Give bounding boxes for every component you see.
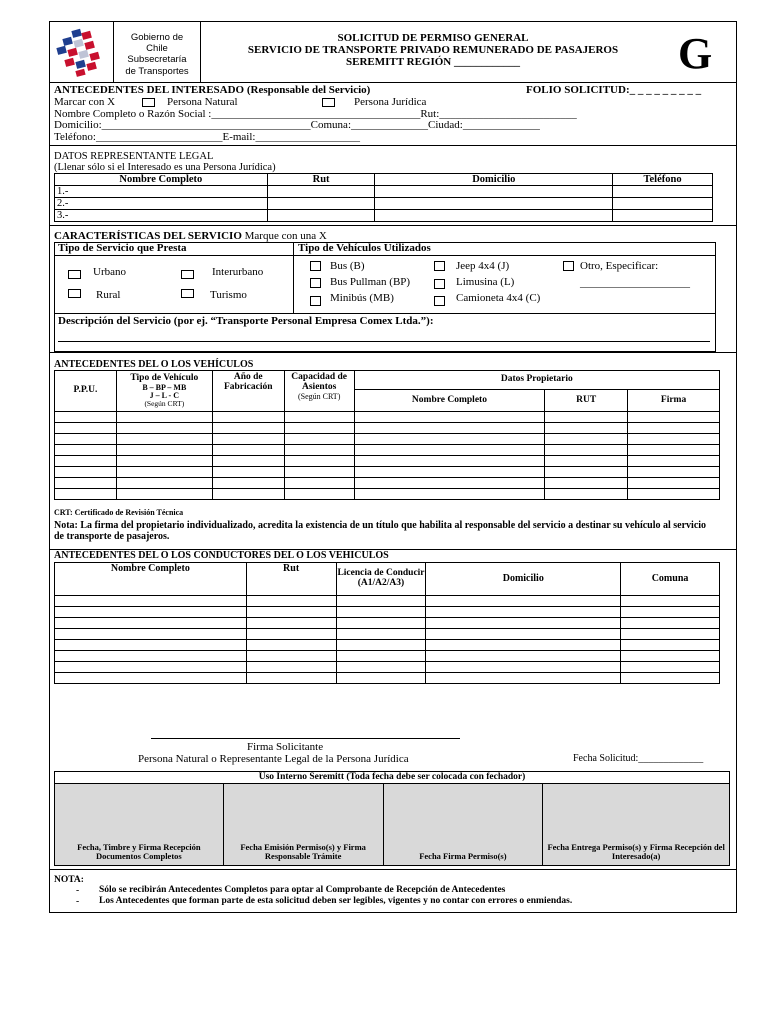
firma-solicitante-label: Firma Solicitante [247, 741, 324, 753]
table-row[interactable] [55, 423, 720, 434]
col-conductor-domicilio: Domicilio [426, 563, 621, 596]
col-ppu: P.P.U. [55, 371, 117, 412]
nota-heading: NOTA: [54, 875, 84, 885]
rural-checkbox[interactable] [68, 289, 81, 298]
tipo-vehiculos-label: Tipo de Vehículos Utilizados [298, 242, 431, 254]
marcar-label: Marcar con X [54, 96, 116, 108]
persona-natural-checkbox[interactable] [142, 98, 155, 107]
turismo-checkbox[interactable] [181, 289, 194, 298]
otro-label: Otro, Especificar: [580, 260, 659, 272]
table-row[interactable]: 2.- [55, 198, 268, 210]
table-row[interactable] [55, 489, 720, 500]
persona-natural-label: Persona Natural [167, 96, 238, 108]
government-logo-icon [54, 28, 110, 78]
servicio-header-divider [54, 255, 716, 256]
nota-item: Los Antecedentes que forman parte de esta solicitud deben ser legibles, vigentes y no contar con errores o enmiendas. [99, 896, 573, 906]
capacidad-sub: (Según CRT) [297, 391, 341, 401]
table-row[interactable] [55, 456, 720, 467]
form-subtitle: SERVICIO DE TRANSPORTE PRIVADO REMUNERADO DE PASAJEROS [247, 44, 619, 56]
rural-label: Rural [96, 289, 121, 301]
vehiculos-heading: ANTECEDENTES DEL O LOS VEHÍCULOS [54, 359, 254, 370]
conductores-table [54, 562, 720, 684]
servicio-heading-wrap [54, 231, 327, 242]
table-row[interactable]: 3.- [55, 210, 268, 222]
col-datos-propietario: Datos Propietario [354, 371, 719, 390]
table-cell[interactable] [613, 198, 713, 210]
servicio-desc-divider [54, 313, 716, 314]
urbano-label: Urbano [93, 266, 126, 278]
col-prop-firma: Firma [628, 390, 720, 412]
descripcion-line[interactable] [58, 341, 710, 342]
logo-text-line: Gobierno de [130, 32, 184, 43]
urbano-checkbox[interactable] [68, 270, 81, 279]
table-row[interactable] [55, 618, 720, 629]
persona-representante-label: Persona Natural o Representante Legal de la Persona Jurídica [138, 753, 409, 765]
descripcion-label: Descripción del Servicio (por ej. “Transporte Personal Empresa Comex Ltda.”): [58, 315, 434, 327]
camioneta-checkbox[interactable] [434, 296, 445, 306]
tipo-vehiculo-label: Tipo de Vehículo [130, 372, 199, 383]
propietario-nota: Nota: La firma del propietario individualizado, acredita la existencia de un título que habilita al responsable del servicio a destinar su vehículo al servicio de transporte de pasajeros. [54, 520, 707, 542]
col-prop-nombre: Nombre Completo [354, 390, 545, 412]
uso-interno-heading: Uso Interno Seremitt (Toda fecha debe ser colocada con fechador) [55, 772, 730, 784]
nota-bullet: - [76, 886, 80, 896]
bus-pullman-checkbox[interactable] [310, 278, 321, 288]
minibus-label: Minibús (MB) [330, 292, 394, 304]
section-divider [49, 869, 737, 870]
representante-note: (Llenar sólo si el Interesado es una Persona Jurídica) [54, 162, 276, 173]
form-region: SEREMITT REGIÓN ____________ [346, 56, 520, 68]
tipo-vehiculo-sub: B – BP – MB [142, 382, 187, 392]
conductores-heading: ANTECEDENTES DEL O LOS CONDUCTORES DEL O LOS VEHICULOS [54, 550, 389, 561]
fecha-solicitud-field[interactable]: Fecha Solicitud:_____________ [573, 753, 704, 764]
table-cell[interactable] [267, 210, 375, 222]
col-prop-rut: RUT [545, 390, 628, 412]
entrega-permiso-cell: Fecha Entrega Permiso(s) y Firma Recepción del Interesado(a) [543, 784, 730, 866]
otro-checkbox[interactable] [563, 261, 574, 271]
domicilio-field[interactable]: Domicilio:______________________________________Comuna:______________Ciudad:______________ [54, 119, 540, 131]
folio-field[interactable]: FOLIO SOLICITUD:_ _ _ _ _ _ _ _ _ [526, 84, 702, 96]
col-tipo-vehiculo [116, 371, 212, 412]
table-row[interactable] [55, 673, 720, 684]
minibus-checkbox[interactable] [310, 296, 321, 306]
bus-label: Bus (B) [330, 260, 365, 272]
col-telefono: Teléfono [613, 174, 713, 186]
table-cell[interactable] [375, 210, 613, 222]
representante-table [54, 173, 713, 222]
table-row[interactable] [55, 412, 720, 423]
firma-line[interactable] [151, 738, 460, 739]
table-row[interactable] [55, 662, 720, 673]
firma-permiso-cell: Fecha Firma Permiso(s) [383, 784, 543, 866]
section-divider [49, 225, 737, 226]
interurbano-label: Interurbano [212, 266, 264, 278]
section-divider [49, 145, 737, 146]
col-rut: Rut [267, 174, 375, 186]
table-row[interactable] [55, 596, 720, 607]
col-conductor-licencia: Licencia de Conducir (A1/A2/A3) [336, 563, 426, 596]
nota-bullet: - [76, 897, 80, 907]
table-row[interactable] [55, 607, 720, 618]
table-row[interactable] [55, 467, 720, 478]
camioneta-label: Camioneta 4x4 (C) [456, 292, 541, 304]
logo-text-line: de Transportes [125, 66, 189, 77]
col-anio: Año de Fabricación [212, 371, 284, 412]
vehiculos-table [54, 370, 720, 500]
col-nombre: Nombre Completo [55, 174, 268, 186]
col-conductor-comuna: Comuna [621, 563, 720, 596]
table-row[interactable] [55, 651, 720, 662]
representante-heading: DATOS REPRESENTANTE LEGAL [54, 151, 214, 162]
section-divider [49, 352, 737, 353]
nota-item: Sólo se recibirán Antecedentes Completos para optar al Comprobante de Recepción de Antecedentes [99, 885, 506, 895]
table-cell[interactable] [267, 186, 375, 198]
telefono-email-field[interactable]: Teléfono:_______________________E-mail:___________________ [54, 131, 360, 143]
capacidad-label: Capacidad de Asientos [291, 372, 347, 392]
bus-checkbox[interactable] [310, 261, 321, 271]
logo-text-line: Chile [146, 43, 168, 54]
servicio-col-divider [293, 242, 294, 313]
recepcion-documentos-cell: Fecha, Timbre y Firma Recepción Documentos Completos [55, 784, 224, 866]
table-cell[interactable] [613, 186, 713, 198]
table-row[interactable] [55, 629, 720, 640]
col-conductor-rut: Rut [246, 563, 336, 596]
limusina-label: Limusina (L) [456, 276, 515, 288]
table-row[interactable] [55, 445, 720, 456]
tipo-vehiculo-sub: (Según CRT) [144, 399, 185, 409]
table-row[interactable]: 1.- [55, 186, 268, 198]
uso-interno-table [54, 771, 730, 866]
persona-juridica-checkbox[interactable] [322, 98, 335, 107]
servicio-heading-note: Marque con una X [244, 230, 327, 242]
turismo-label: Turismo [210, 289, 247, 301]
persona-juridica-label: Persona Jurídica [354, 96, 427, 108]
col-capacidad [284, 371, 354, 412]
nombre-rut-field[interactable]: Nombre Completo o Razón Social :______________________________________Rut:_________________________ [54, 108, 577, 120]
otro-specify-line[interactable]: ____________________ [580, 277, 690, 289]
table-row[interactable] [55, 434, 720, 445]
table-cell[interactable] [613, 210, 713, 222]
form-letter: G [678, 29, 713, 78]
section-divider [49, 82, 737, 83]
servicio-heading: CARACTERÍSTICAS DEL SERVICIO [54, 230, 242, 242]
table-cell[interactable] [375, 198, 613, 210]
crt-note: CRT: Certificado de Revisión Técnica [54, 508, 184, 517]
emision-permiso-cell: Fecha Emisión Permiso(s) y Firma Responsable Trámite [223, 784, 383, 866]
col-conductor-nombre: Nombre Completo [55, 563, 247, 596]
form-title: SOLICITUD DE PERMISO GENERAL [337, 32, 529, 44]
table-cell[interactable] [267, 198, 375, 210]
col-domicilio: Domicilio [375, 174, 613, 186]
jeep-label: Jeep 4x4 (J) [456, 260, 510, 272]
interesado-heading: ANTECEDENTES DEL INTERESADO (Responsable del Servicio) [54, 84, 371, 96]
table-cell[interactable] [375, 186, 613, 198]
logo-text-line: Subsecretaría [127, 54, 187, 65]
table-row[interactable] [55, 640, 720, 651]
interurbano-checkbox[interactable] [181, 270, 194, 279]
table-row[interactable] [55, 478, 720, 489]
bus-pullman-label: Bus Pullman (BP) [330, 276, 411, 288]
tipo-servicio-label: Tipo de Servicio que Presta [58, 242, 187, 254]
jeep-checkbox[interactable] [434, 261, 445, 271]
tipo-vehiculo-sub: J – L - C [149, 391, 179, 401]
limusina-checkbox[interactable] [434, 279, 445, 289]
